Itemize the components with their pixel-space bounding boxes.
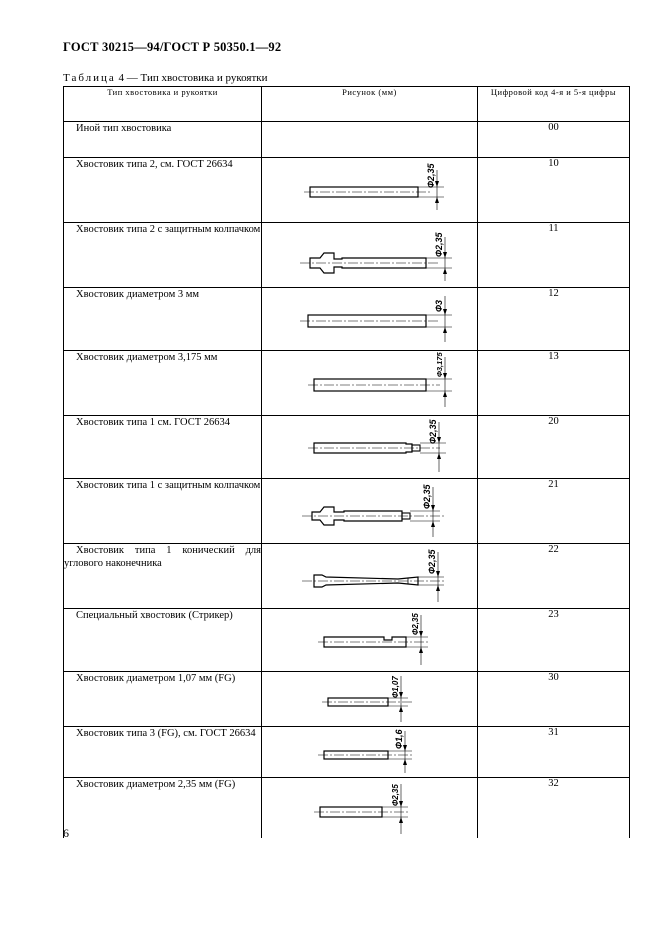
row-code: 12 [478,288,630,351]
row-figure [262,479,478,544]
row-code: 11 [478,223,630,288]
table-row [64,351,630,416]
table-caption [63,72,268,84]
shank-type-1-cap-drawing [262,479,477,543]
table-row [64,609,630,672]
column-header-type: Тип хвостовика и рукоятки [64,87,262,122]
dimension-label: Ф3,175 [435,352,444,377]
table-row [64,672,630,727]
shank-3mm-drawing [262,288,477,350]
row-code: 13 [478,351,630,416]
row-code: 21 [478,479,630,544]
row-desc: Хвостовик диаметром 2,35 мм (FG) [64,778,262,839]
table-row [64,122,630,158]
row-code: 00 [478,122,630,158]
row-desc: Хвостовик типа 3 (FG), см. ГОСТ 26634 [64,727,262,778]
row-figure [262,288,478,351]
table-row [64,223,630,288]
row-desc: Хвостовик диаметром 1,07 мм (FG) [64,672,262,727]
shank-3175mm-drawing [262,351,477,415]
table-row [64,778,630,839]
row-desc: Иной тип хвостовика [64,122,262,158]
page-number: 6 [63,826,69,840]
shank-type-table [63,86,630,838]
dimension-label: Ф2,35 [427,549,437,574]
dimension-label: Ф2,35 [428,419,438,444]
dimension-label: Ф2,35 [411,613,420,635]
dimension-label: Ф2,35 [391,784,400,806]
row-figure [262,416,478,479]
row-figure [262,122,478,158]
row-code: 31 [478,727,630,778]
row-desc: Хвостовик типа 2, см. ГОСТ 26634 [64,158,262,223]
row-code: 32 [478,778,630,839]
row-figure [262,778,478,839]
column-header-code: Цифровой код 4-я и 5-я цифры [478,87,630,122]
row-desc: Хвостовик диаметром 3 мм [64,288,262,351]
shank-stryker-drawing [262,609,477,671]
table-row [64,416,630,479]
row-figure [262,727,478,778]
dimension-label: Ф2,35 [422,484,432,509]
row-desc: Хвостовик типа 1 конический для углового наконечника [64,544,262,609]
row-figure [262,351,478,416]
table-row [64,544,630,609]
table-row [64,288,630,351]
document-header: ГОСТ 30215—94/ГОСТ Р 50350.1—92 [63,40,282,54]
table-header-row [64,87,630,122]
dimension-label: Ф3 [434,299,444,312]
row-code: 22 [478,544,630,609]
shank-type-2-drawing [262,158,477,222]
table-caption-text: 4 — Тип хвостовика и рукоятки [115,72,268,84]
row-desc: Специальный хвостовик (Стрикер) [64,609,262,672]
row-code: 23 [478,609,630,672]
shank-type-2-cap-drawing [262,223,477,287]
row-desc: Хвостовик типа 1 с защитным колпачком [64,479,262,544]
row-figure [262,672,478,727]
shank-fg-type-3-drawing [262,727,477,777]
dimension-label: Ф2,35 [434,232,444,257]
row-figure [262,223,478,288]
row-code: 30 [478,672,630,727]
shank-fg-235-drawing [262,778,477,838]
dimension-label: Ф1,6 [394,729,404,749]
table-caption-label: Таблица [63,72,116,84]
dimension-label: Ф2,35 [426,163,436,188]
shank-fg-107-drawing [262,672,477,726]
row-code: 10 [478,158,630,223]
row-figure [262,544,478,609]
row-figure [262,609,478,672]
row-desc: Хвостовик типа 2 с защитным колпачком [64,223,262,288]
row-code: 20 [478,416,630,479]
shank-type-1-drawing [262,416,477,478]
dimension-label: Ф1,07 [391,676,400,698]
shank-type-1-conical-drawing [262,544,477,608]
row-desc: Хвостовик типа 1 см. ГОСТ 26634 [64,416,262,479]
row-desc: Хвостовик диаметром 3,175 мм [64,351,262,416]
table-row [64,158,630,223]
column-header-figure: Рисунок (мм) [262,87,478,122]
table-row [64,479,630,544]
row-figure [262,158,478,223]
table-row [64,727,630,778]
